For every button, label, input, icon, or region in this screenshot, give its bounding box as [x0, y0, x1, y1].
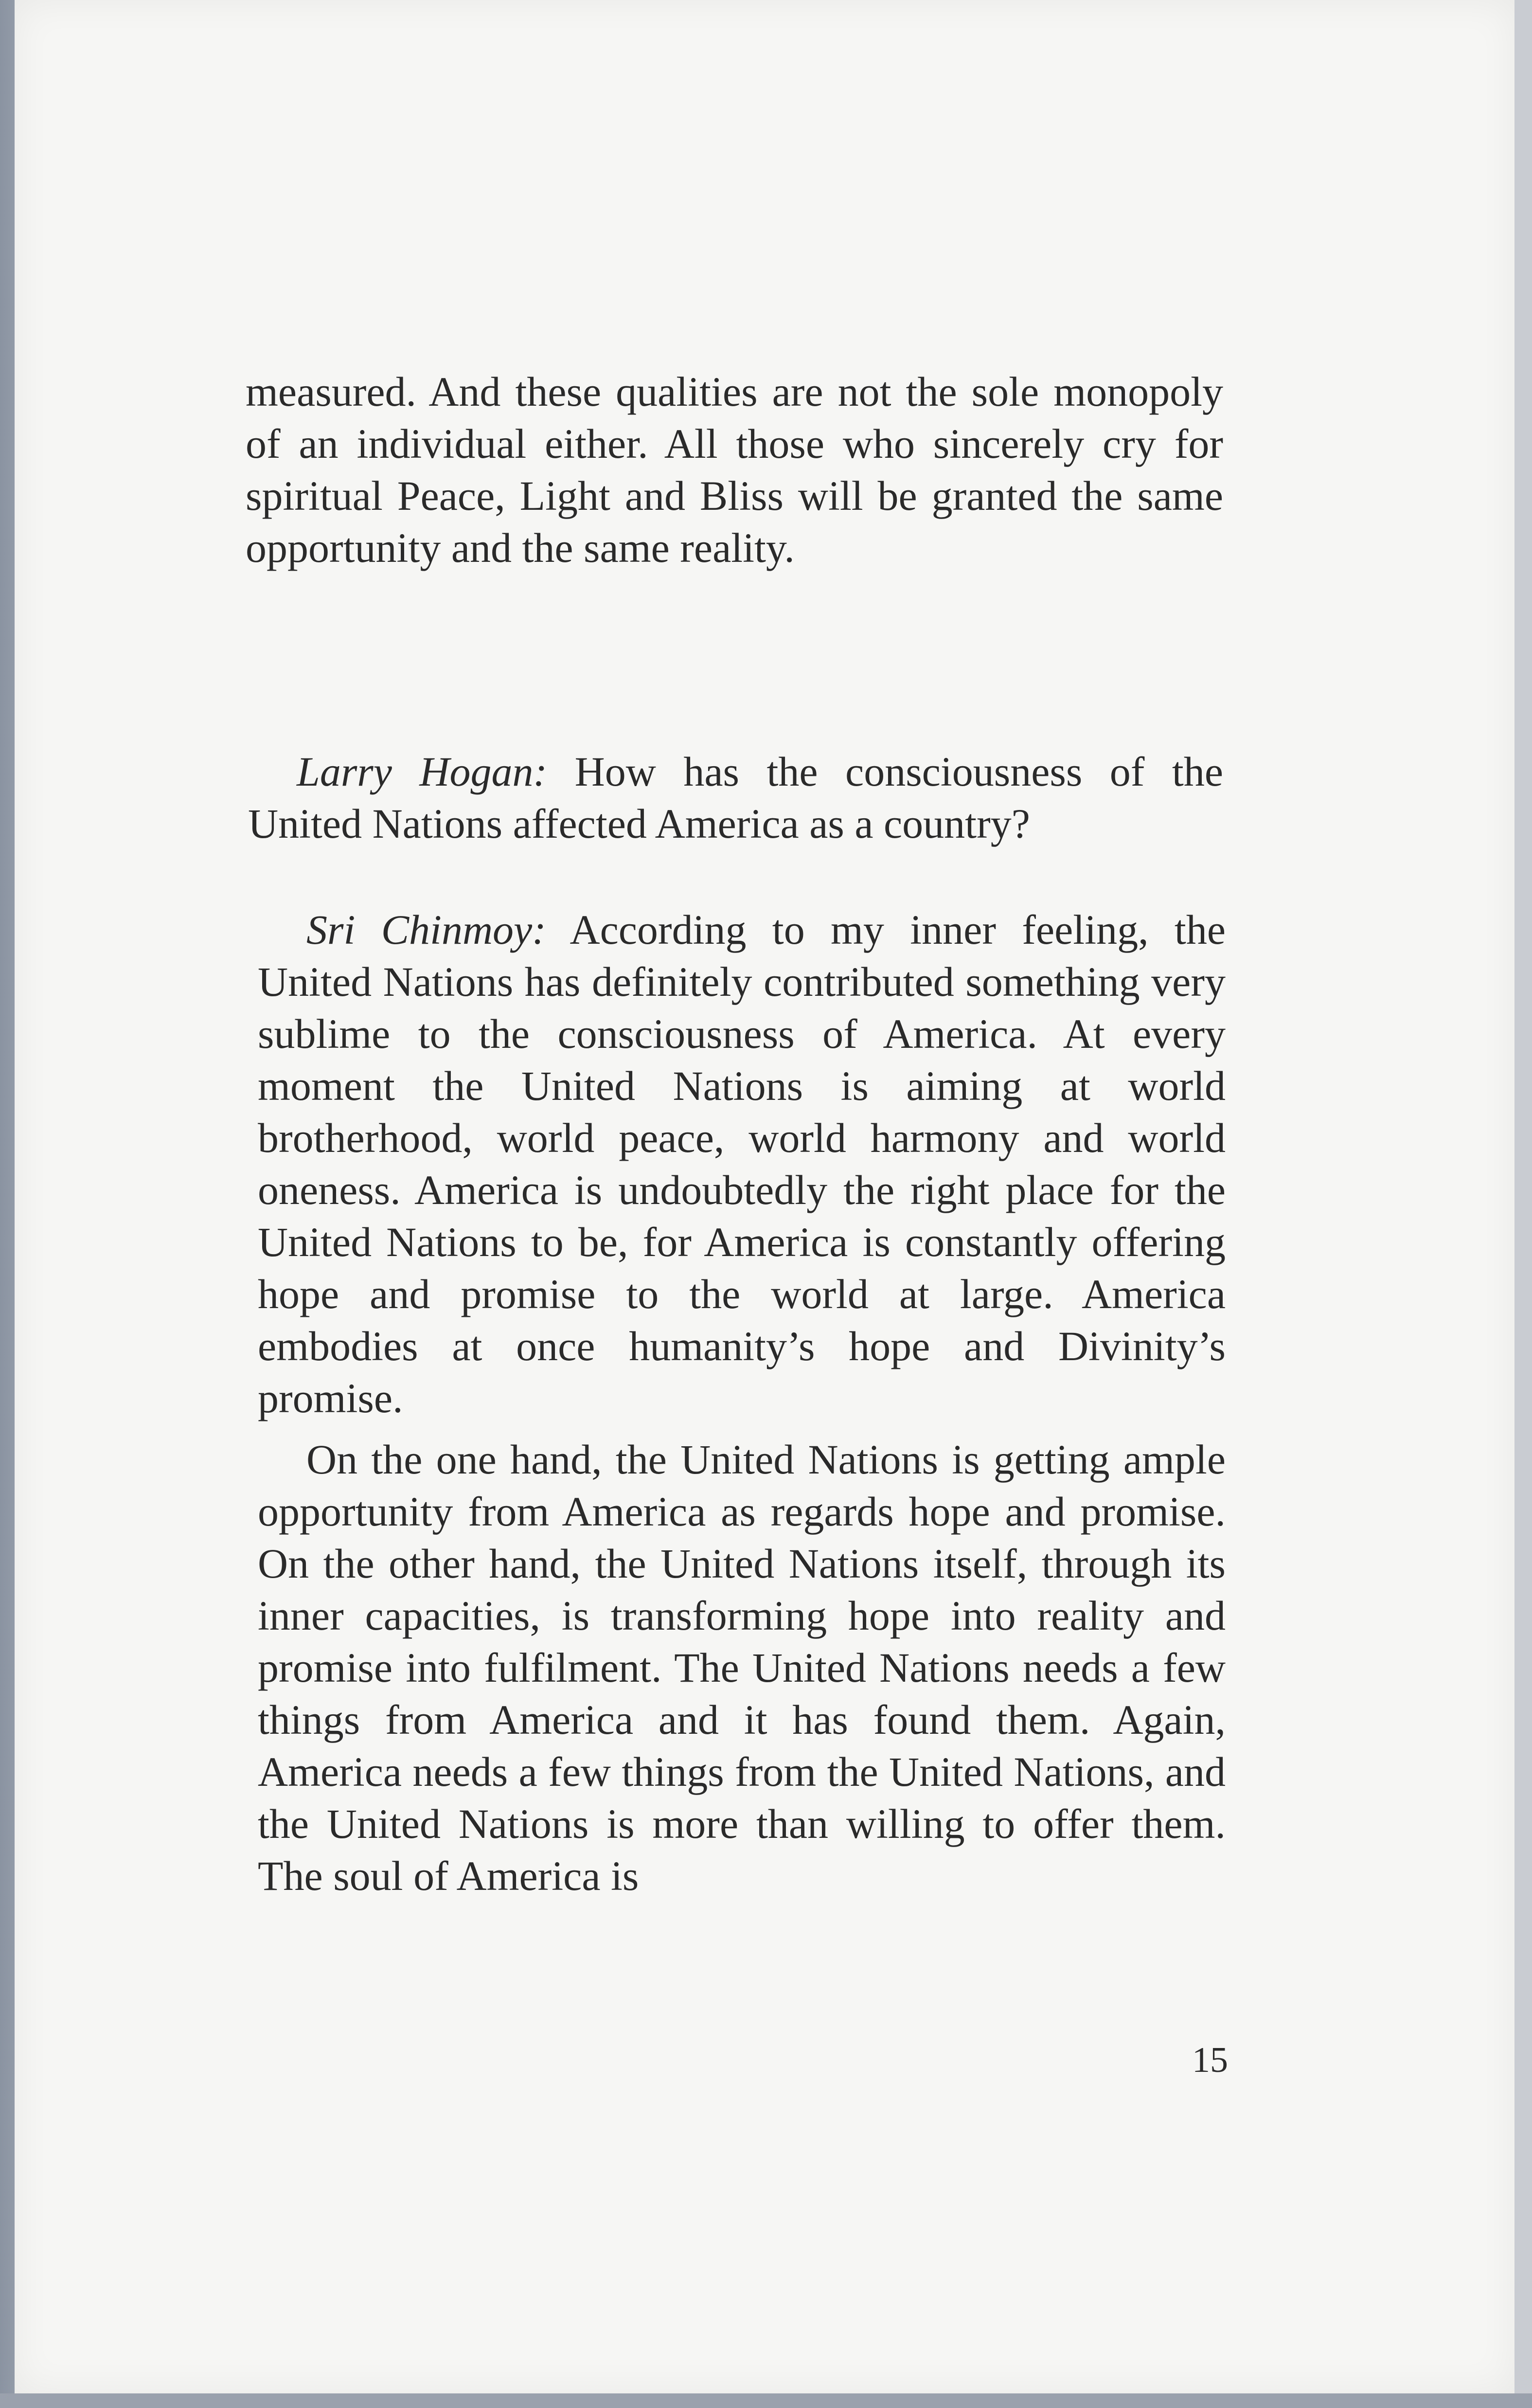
question-paragraph — [248, 746, 1223, 850]
answer-continued-text: On the one hand, the United Nations is getting ample opportunity from America as regards hope and promise. On the other hand, the United Nations itself, through its inner capacities, is transforming hope into reality and promise into fulfilment. The United Nations needs a few things from America and it has found them. Again, America needs a few things from the United Nations, and the United Nations is more than willing to offer them. The soul of America is — [258, 1436, 1226, 1899]
intro-paragraph-text: measured. And these qualities are not the sole monopoly of an individual either. All those who sincerely cry for spiritual Peace, Light and Bliss will be granted the same opportunity and the same reality. — [246, 368, 1223, 571]
answer-continued-paragraph — [258, 1434, 1226, 1902]
answer-text: According to my inner feeling, the United Nations has definitely contributed something very sublime to the consciousness of America. At every moment the United Nations is aiming at world brotherhood, world peace, world harmony and world oneness. America is undoubtedly the right place for the United Nations to be, for America is constantly offering hope and promise to the world at large. America embodies at once humanity’s hope and Divinity’s promise. — [258, 906, 1226, 1421]
answer-paragraph — [258, 904, 1226, 1424]
page-number: 15 — [1192, 2040, 1228, 2080]
question-speaker: Larry Hogan: — [297, 748, 548, 795]
question-text: How has the consciousness of the United Nations affected America as a country? — [248, 748, 1224, 847]
intro-paragraph — [246, 366, 1223, 574]
scan-edge-bottom — [0, 2393, 1532, 2408]
scan-edge-right — [1514, 0, 1532, 2408]
answer-speaker: Sri Chinmoy: — [306, 906, 546, 953]
